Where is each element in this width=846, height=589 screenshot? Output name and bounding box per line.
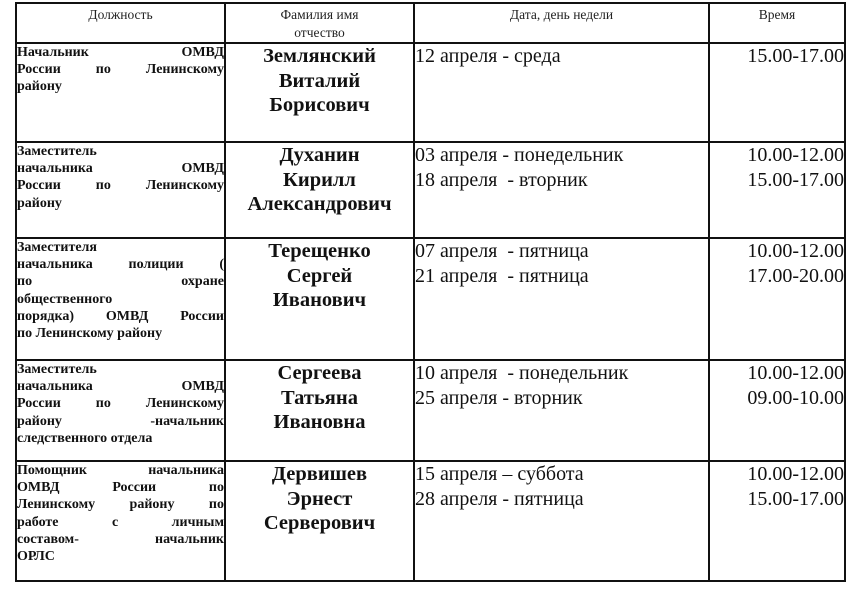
position-cell <box>16 238 225 360</box>
position-line: России по Ленинскому <box>17 178 224 194</box>
position-line: району <box>17 195 62 211</box>
position-line: начальника ОМВД <box>17 161 224 177</box>
position-cell <box>16 461 225 581</box>
position-cell <box>16 43 225 142</box>
position-line: ОМВД России по <box>17 480 224 496</box>
position-line: начальника полиции ( <box>17 257 224 273</box>
time-entry: 10.00-12.00 <box>747 144 844 166</box>
position-line: по охране <box>17 274 224 290</box>
name-cell <box>225 238 414 360</box>
name-cell <box>225 461 414 581</box>
date-cell <box>414 461 709 581</box>
table-row <box>16 461 845 581</box>
position-line: составом- начальник <box>17 531 224 547</box>
position-cell <box>16 360 225 461</box>
table-row <box>16 142 845 238</box>
position-line: Заместитель <box>17 144 97 159</box>
time-entry: 15.00-17.00 <box>747 488 844 510</box>
patronymic: Серверович <box>263 512 376 534</box>
surname: Землянский <box>263 45 376 67</box>
time-entry: 17.00-20.00 <box>747 265 844 287</box>
date-cell <box>414 238 709 360</box>
position-line: району <box>17 79 62 95</box>
position-line: следственного отдела <box>17 430 153 446</box>
time-cell <box>709 461 845 581</box>
time-entry: 15.00-17.00 <box>747 45 844 67</box>
date-entry: 18 апреля - вторник <box>415 169 588 191</box>
time-entry: 10.00-12.00 <box>747 240 844 262</box>
header-row <box>16 3 845 43</box>
header-name-line2: отчество <box>294 25 345 40</box>
position-line: Ленинскому району по <box>17 497 224 513</box>
time-cell <box>709 360 845 461</box>
position-line: России по Ленинскому <box>17 62 224 78</box>
position-line: ОРЛС <box>17 549 55 565</box>
header-position-label: Должность <box>88 7 153 22</box>
date-entry: 10 апреля - понедельник <box>415 362 629 384</box>
surname: Дервишев <box>271 463 368 485</box>
time-entry: 15.00-17.00 <box>747 169 844 191</box>
time-entry: 10.00-12.00 <box>747 463 844 485</box>
position-line: работе с личным <box>17 514 224 530</box>
date-entry: 07 апреля - пятница <box>415 240 589 262</box>
date-cell <box>414 142 709 238</box>
position-line: порядка) ОМВД России <box>17 308 224 324</box>
reception-schedule-table <box>15 2 846 582</box>
date-entry: 21 апреля - пятница <box>415 265 589 287</box>
time-entry: 10.00-12.00 <box>747 362 844 384</box>
position-line: Заместителя <box>17 240 97 255</box>
position-line: Заместитель <box>17 362 97 377</box>
first-name: Виталий <box>278 69 361 92</box>
first-name: Сергей <box>286 264 353 287</box>
time-cell <box>709 43 845 142</box>
date-entry: 28 апреля - пятница <box>415 488 584 510</box>
table-row <box>16 360 845 461</box>
position-line: по Ленинскому району <box>17 326 163 342</box>
first-name: Кирилл <box>283 168 356 191</box>
position-line: России по Ленинскому <box>17 396 224 412</box>
patronymic: Александрович <box>247 193 392 215</box>
table-row <box>16 238 845 360</box>
date-entry: 25 апреля - вторник <box>415 387 583 409</box>
surname: Духанин <box>279 144 360 166</box>
header-name-line1: Фамилия имя <box>280 7 359 22</box>
date-entry: 15 апреля – суббота <box>415 463 584 485</box>
header-time <box>709 3 845 43</box>
position-line: району -начальник <box>17 413 224 429</box>
patronymic: Иванович <box>272 289 367 311</box>
time-cell <box>709 238 845 360</box>
position-cell <box>16 142 225 238</box>
surname: Сергеева <box>277 362 362 384</box>
table-row <box>16 43 845 142</box>
position-line: общественного <box>17 291 113 307</box>
position-line: Начальник ОМВД <box>17 45 224 60</box>
date-cell <box>414 43 709 142</box>
patronymic: Ивановна <box>273 411 366 433</box>
date-entry: 12 апреля - среда <box>415 45 561 67</box>
date-cell <box>414 360 709 461</box>
name-cell <box>225 142 414 238</box>
header-date <box>414 3 709 43</box>
position-line: Помощник начальника <box>17 463 224 478</box>
date-entry: 03 апреля - понедельник <box>415 144 624 166</box>
header-name <box>225 3 414 43</box>
time-entry: 09.00-10.00 <box>747 387 844 409</box>
name-cell <box>225 360 414 461</box>
header-date-label: Дата, день недели <box>509 7 614 22</box>
name-cell <box>225 43 414 142</box>
first-name: Эрнест <box>286 487 353 510</box>
patronymic: Борисович <box>269 94 370 116</box>
header-time-label: Время <box>758 7 796 22</box>
first-name: Татьяна <box>281 386 358 409</box>
header-position <box>16 3 225 43</box>
position-line: начальника ОМВД <box>17 379 224 395</box>
time-cell <box>709 142 845 238</box>
surname: Терещенко <box>268 240 371 262</box>
